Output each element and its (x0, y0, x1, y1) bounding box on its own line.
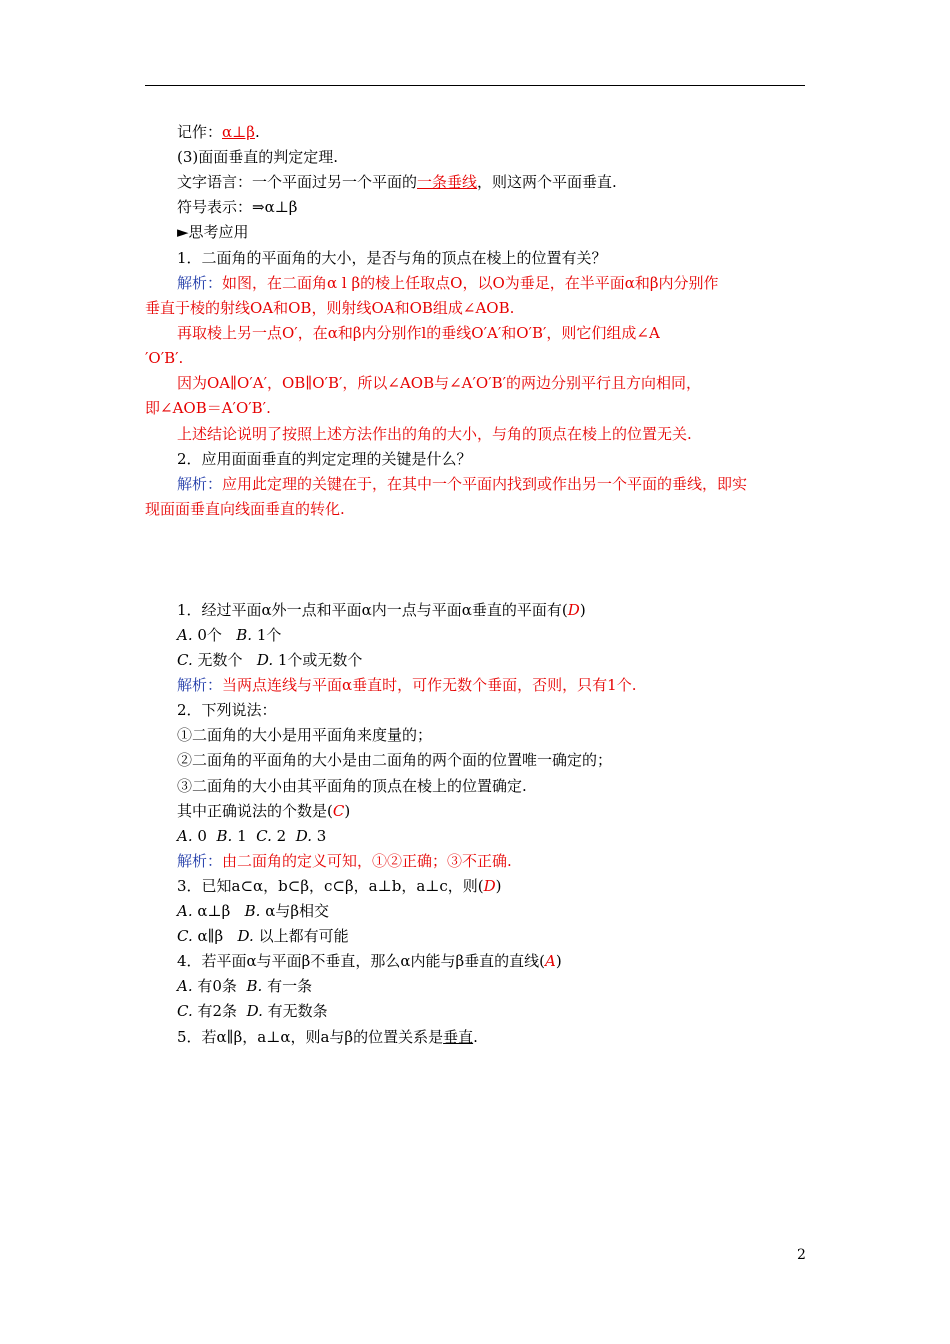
exercise-4-answer: A (545, 952, 556, 970)
think-solution-1-line-2: 垂直于棱的射线OA和OB，则射线OA和OB组成∠AOB. (145, 299, 515, 317)
exercise-4-options-cd: C. 有2条 D. 有无数条 (177, 1002, 328, 1020)
page-number: 2 (797, 1247, 806, 1263)
exercise-2-statement-3: ③二面角的大小由其平面角的顶点在棱上的位置确定. (177, 777, 527, 795)
exercise-5-question: 5．若α∥β，a⊥α，则a与β的位置关系是垂直. (177, 1028, 478, 1046)
think-solution-1-line-7: 上述结论说明了按照上述方法作出的角的大小，与角的顶点在棱上的位置无关. (177, 425, 692, 443)
exercise-5-answer: 垂直 (443, 1028, 474, 1046)
exercise-3-question: 3．已知a⊂α，b⊂β，c⊂β，a⊥b，a⊥c，则(D) (177, 877, 502, 895)
exercise-1-options-cd: C. 无数个 D. 1个或无数个 (177, 651, 363, 669)
solution-label: 解析： (177, 676, 223, 694)
think-question-2: 2．应用面面垂直的判定定理的关键是什么？ (177, 450, 472, 468)
solution-label: 解析： (177, 274, 223, 292)
think-heading: ►思考应用 (177, 223, 249, 241)
exercise-1-question: 1．经过平面α外一点和平面α内一点与平面α垂直的平面有(D) (177, 601, 586, 619)
think-solution-1-line-6: 即∠AOB＝A′O′B′. (145, 399, 271, 417)
solution-label: 解析： (177, 852, 223, 870)
exercise-2-ask: 其中正确说法的个数是(C) (177, 802, 351, 820)
exercise-1-answer: D (567, 601, 580, 619)
text-language-line: 文字语言：一个平面过另一个平面的一条垂线，则这两个平面垂直. (177, 173, 617, 191)
think-solution-2-line-2: 现面面垂直向线面垂直的转化. (145, 500, 345, 518)
think-solution-1-line-4: ′O′B′. (145, 349, 184, 367)
think-solution-1-line-1: 解析：如图，在二面角α l β的棱上任取点O，以O为垂足，在半平面α和β内分别作 (177, 274, 719, 292)
exercise-2-options: A. 0 B. 1 C. 2 D. 3 (177, 827, 327, 845)
think-solution-2-line-1: 解析：应用此定理的关键在于，在其中一个平面内找到或作出另一个平面的垂线，即实 (177, 475, 748, 493)
think-solution-1-line-5: 因为OA∥O′A′，OB∥O′B′，所以∠AOB与∠A′O′B′的两边分别平行且方向相同， (177, 374, 702, 392)
symbol-line: 符号表示：⇒α⊥β (177, 198, 298, 216)
exercise-2-question: 2．下列说法： (177, 701, 277, 719)
text-language-answer: 一条垂线 (417, 173, 478, 191)
header-rule (145, 85, 805, 86)
exercise-4-question: 4．若平面α与平面β不垂直，那么α内能与β垂直的直线(A) (177, 952, 562, 970)
exercise-1-options-ab: A. 0个 B. 1个 (177, 626, 282, 644)
exercise-2-answer: C (332, 802, 345, 820)
exercise-2-solution: 解析：由二面角的定义可知，①②正确；③不正确. (177, 852, 512, 870)
theorem-heading: (3)面面垂直的判定定理. (177, 148, 339, 166)
exercise-2-statement-1: ①二面角的大小是用平面角来度量的； (177, 726, 433, 744)
notation-line: 记作：α⊥β. (177, 123, 260, 141)
think-question-1: 1．二面角的平面角的大小，是否与角的顶点在棱上的位置有关？ (177, 249, 607, 267)
exercise-3-answer: D (483, 877, 496, 895)
exercise-2-statement-2: ②二面角的平面角的大小是由二面角的两个面的位置唯一确定的； (177, 751, 613, 769)
exercise-3-options-cd: C. α∥β D. 以上都有可能 (177, 927, 349, 945)
exercise-1-solution: 解析：当两点连线与平面α垂直时，可作无数个垂面，否则，只有1个. (177, 676, 637, 694)
think-solution-1-line-3: 再取棱上另一点O′，在α和β内分别作l的垂线O′A′和O′B′，则它们组成∠A (177, 324, 660, 342)
exercise-3-options-ab: A. α⊥β B. α与β相交 (177, 902, 330, 920)
notation-answer: α⊥β (222, 123, 255, 141)
solution-label: 解析： (177, 475, 223, 493)
exercise-4-options-ab: A. 有0条 B. 有一条 (177, 977, 313, 995)
